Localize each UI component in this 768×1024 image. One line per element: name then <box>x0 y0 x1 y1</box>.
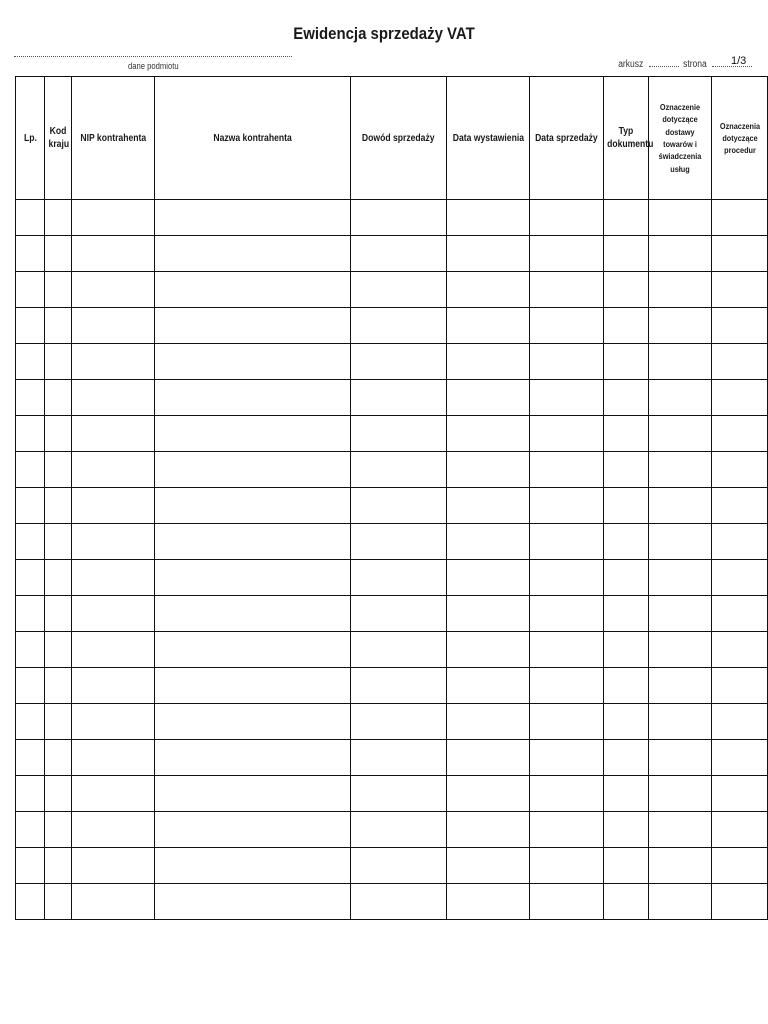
table-cell-nazwa <box>155 452 351 488</box>
table-cell-ozn_dostawy <box>649 380 712 416</box>
table-cell-kod_kraju <box>45 560 72 596</box>
table-cell-kod_kraju <box>45 488 72 524</box>
table-cell-ozn_dostawy <box>649 524 712 560</box>
table-row <box>16 812 768 848</box>
table-cell-nip <box>71 236 154 272</box>
page-label: strona <box>683 59 708 70</box>
table-cell-lp <box>16 488 45 524</box>
table-cell-dowod <box>350 704 446 740</box>
table-cell-dowod <box>350 812 446 848</box>
table-cell-lp <box>16 344 45 380</box>
table-cell-data_wyst <box>446 668 530 704</box>
table-cell-dowod <box>350 524 446 560</box>
table-cell-kod_kraju <box>45 416 72 452</box>
table-cell-ozn_dostawy <box>649 452 712 488</box>
table-cell-lp <box>16 452 45 488</box>
table-row <box>16 380 768 416</box>
table-cell-nazwa <box>155 560 351 596</box>
table-cell-nip <box>71 884 154 920</box>
table-cell-nip <box>71 668 154 704</box>
table-cell-nip <box>71 272 154 308</box>
table-cell-ozn_procedur <box>712 848 768 884</box>
table-cell-typ_dok <box>604 308 649 344</box>
table-row <box>16 236 768 272</box>
table-cell-data_sprz <box>530 344 604 380</box>
table-cell-kod_kraju <box>45 380 72 416</box>
table-cell-ozn_dostawy <box>649 560 712 596</box>
table-row <box>16 308 768 344</box>
table-cell-lp <box>16 596 45 632</box>
table-cell-nazwa <box>155 308 351 344</box>
table-cell-kod_kraju <box>45 344 72 380</box>
table-cell-nip <box>71 632 154 668</box>
table-cell-ozn_dostawy <box>649 812 712 848</box>
table-cell-data_wyst <box>446 200 530 236</box>
table-cell-nazwa <box>155 236 351 272</box>
sheet-number-line <box>649 58 679 67</box>
table-cell-ozn_procedur <box>712 560 768 596</box>
column-header-nip: NIP kontrahenta <box>71 77 154 200</box>
table-cell-data_wyst <box>446 776 530 812</box>
column-header-procedure-designation: Oznaczenia dotyczące procedur <box>712 77 768 200</box>
table-cell-nazwa <box>155 776 351 812</box>
table-cell-ozn_dostawy <box>649 236 712 272</box>
table-cell-kod_kraju <box>45 308 72 344</box>
table-cell-data_sprz <box>530 848 604 884</box>
table-cell-data_wyst <box>446 848 530 884</box>
table-cell-dowod <box>350 632 446 668</box>
table-cell-nip <box>71 560 154 596</box>
table-cell-lp <box>16 236 45 272</box>
table-cell-typ_dok <box>604 236 649 272</box>
table-cell-ozn_dostawy <box>649 884 712 920</box>
table-cell-ozn_dostawy <box>649 776 712 812</box>
table-cell-nazwa <box>155 812 351 848</box>
table-row <box>16 560 768 596</box>
table-cell-data_sprz <box>530 812 604 848</box>
table-cell-lp <box>16 416 45 452</box>
table-row <box>16 632 768 668</box>
table-cell-kod_kraju <box>45 884 72 920</box>
table-cell-ozn_dostawy <box>649 200 712 236</box>
table-cell-nazwa <box>155 380 351 416</box>
table-cell-dowod <box>350 344 446 380</box>
table-cell-typ_dok <box>604 416 649 452</box>
table-cell-typ_dok <box>604 632 649 668</box>
table-cell-kod_kraju <box>45 668 72 704</box>
table-cell-ozn_procedur <box>712 488 768 524</box>
table-cell-ozn_procedur <box>712 632 768 668</box>
table-cell-ozn_dostawy <box>649 488 712 524</box>
table-cell-dowod <box>350 848 446 884</box>
table-cell-nazwa <box>155 488 351 524</box>
table-cell-data_sprz <box>530 452 604 488</box>
table-cell-kod_kraju <box>45 452 72 488</box>
table-cell-kod_kraju <box>45 704 72 740</box>
table-cell-ozn_procedur <box>712 236 768 272</box>
table-cell-data_wyst <box>446 236 530 272</box>
table-cell-kod_kraju <box>45 632 72 668</box>
table-cell-kod_kraju <box>45 740 72 776</box>
page-number: 1/3 <box>731 55 747 67</box>
table-cell-kod_kraju <box>45 200 72 236</box>
table-cell-data_wyst <box>446 272 530 308</box>
table-cell-lp <box>16 776 45 812</box>
table-cell-data_wyst <box>446 488 530 524</box>
table-cell-nazwa <box>155 848 351 884</box>
table-header-row <box>16 77 768 200</box>
table-cell-nazwa <box>155 740 351 776</box>
table-cell-ozn_procedur <box>712 452 768 488</box>
column-header-country-code: Kod kraju <box>45 77 72 200</box>
table-cell-lp <box>16 560 45 596</box>
table-cell-dowod <box>350 560 446 596</box>
table-cell-typ_dok <box>604 200 649 236</box>
table-row <box>16 596 768 632</box>
table-cell-ozn_procedur <box>712 668 768 704</box>
table-cell-typ_dok <box>604 668 649 704</box>
table-cell-data_sprz <box>530 596 604 632</box>
table-cell-ozn_procedur <box>712 704 768 740</box>
table-cell-data_sprz <box>530 380 604 416</box>
table-cell-data_sprz <box>530 272 604 308</box>
table-cell-nip <box>71 812 154 848</box>
table-cell-typ_dok <box>604 524 649 560</box>
table-cell-typ_dok <box>604 560 649 596</box>
document-title: Ewidencja sprzedaży VAT <box>293 24 475 43</box>
table-cell-typ_dok <box>604 884 649 920</box>
table-row <box>16 668 768 704</box>
table-cell-nazwa <box>155 596 351 632</box>
table-cell-nazwa <box>155 200 351 236</box>
table-cell-data_wyst <box>446 632 530 668</box>
table-row <box>16 776 768 812</box>
table-cell-ozn_procedur <box>712 740 768 776</box>
table-cell-ozn_procedur <box>712 344 768 380</box>
table-cell-data_wyst <box>446 344 530 380</box>
table-cell-typ_dok <box>604 452 649 488</box>
table-cell-data_wyst <box>446 524 530 560</box>
table-cell-nip <box>71 200 154 236</box>
table-cell-ozn_dostawy <box>649 668 712 704</box>
table-row <box>16 200 768 236</box>
table-cell-data_sprz <box>530 668 604 704</box>
table-cell-nip <box>71 596 154 632</box>
table-cell-lp <box>16 668 45 704</box>
table-cell-ozn_dostawy <box>649 848 712 884</box>
table-cell-ozn_dostawy <box>649 704 712 740</box>
table-cell-dowod <box>350 668 446 704</box>
table-cell-ozn_procedur <box>712 272 768 308</box>
table-cell-dowod <box>350 740 446 776</box>
table-row <box>16 452 768 488</box>
table-cell-data_sprz <box>530 560 604 596</box>
column-header-lp: Lp. <box>16 77 45 200</box>
table-cell-data_sprz <box>530 740 604 776</box>
table-cell-dowod <box>350 776 446 812</box>
table-cell-data_wyst <box>446 812 530 848</box>
table-cell-data_wyst <box>446 560 530 596</box>
table-cell-nazwa <box>155 668 351 704</box>
table-cell-data_wyst <box>446 380 530 416</box>
table-cell-nip <box>71 488 154 524</box>
table-cell-nip <box>71 380 154 416</box>
table-cell-nazwa <box>155 884 351 920</box>
table-cell-nazwa <box>155 344 351 380</box>
table-cell-dowod <box>350 452 446 488</box>
table-cell-nazwa <box>155 632 351 668</box>
table-cell-nip <box>71 740 154 776</box>
table-row <box>16 272 768 308</box>
table-cell-kod_kraju <box>45 236 72 272</box>
column-header-sales-proof: Dowód sprzedaży <box>350 77 446 200</box>
table-cell-dowod <box>350 884 446 920</box>
table-cell-data_sprz <box>530 416 604 452</box>
table-row <box>16 344 768 380</box>
table-cell-nip <box>71 704 154 740</box>
table-cell-data_sprz <box>530 884 604 920</box>
table-cell-ozn_dostawy <box>649 308 712 344</box>
table-cell-dowod <box>350 416 446 452</box>
table-cell-ozn_procedur <box>712 812 768 848</box>
table-cell-kod_kraju <box>45 848 72 884</box>
table-cell-data_sprz <box>530 236 604 272</box>
table-row <box>16 740 768 776</box>
table-cell-ozn_procedur <box>712 776 768 812</box>
table-cell-kod_kraju <box>45 524 72 560</box>
table-cell-ozn_dostawy <box>649 272 712 308</box>
sales-register-table <box>15 76 768 920</box>
table-cell-typ_dok <box>604 740 649 776</box>
table-cell-ozn_dostawy <box>649 344 712 380</box>
table-cell-nazwa <box>155 704 351 740</box>
table-cell-dowod <box>350 488 446 524</box>
table-cell-data_wyst <box>446 740 530 776</box>
table-cell-nip <box>71 524 154 560</box>
table-cell-data_wyst <box>446 308 530 344</box>
table-cell-typ_dok <box>604 848 649 884</box>
table-cell-nazwa <box>155 272 351 308</box>
table-cell-nip <box>71 344 154 380</box>
table-row <box>16 884 768 920</box>
table-cell-typ_dok <box>604 596 649 632</box>
column-header-supply-designation: Oznaczenie dotyczące dostawy towarów i świadczenia usług <box>649 77 712 200</box>
table-cell-kod_kraju <box>45 272 72 308</box>
table-cell-nip <box>71 308 154 344</box>
table-cell-dowod <box>350 272 446 308</box>
table-cell-data_sprz <box>530 488 604 524</box>
table-cell-dowod <box>350 596 446 632</box>
table-cell-nip <box>71 776 154 812</box>
table-cell-ozn_dostawy <box>649 416 712 452</box>
table-cell-ozn_dostawy <box>649 596 712 632</box>
table-cell-ozn_procedur <box>712 884 768 920</box>
table-row <box>16 488 768 524</box>
table-cell-lp <box>16 740 45 776</box>
table-cell-data_wyst <box>446 452 530 488</box>
table-cell-dowod <box>350 308 446 344</box>
entity-data-label: dane podmiotu <box>128 61 179 71</box>
table-cell-data_wyst <box>446 596 530 632</box>
table-cell-nip <box>71 452 154 488</box>
column-header-issue-date: Data wystawienia <box>446 77 530 200</box>
table-cell-ozn_procedur <box>712 380 768 416</box>
table-cell-lp <box>16 200 45 236</box>
table-cell-typ_dok <box>604 380 649 416</box>
table-cell-lp <box>16 812 45 848</box>
table-cell-data_sprz <box>530 704 604 740</box>
table-cell-typ_dok <box>604 488 649 524</box>
table-cell-ozn_procedur <box>712 524 768 560</box>
table-cell-kod_kraju <box>45 596 72 632</box>
table-cell-lp <box>16 632 45 668</box>
table-cell-ozn_procedur <box>712 596 768 632</box>
table-cell-lp <box>16 308 45 344</box>
table-cell-data_sprz <box>530 524 604 560</box>
table-cell-ozn_procedur <box>712 308 768 344</box>
table-cell-nip <box>71 848 154 884</box>
table-cell-ozn_dostawy <box>649 740 712 776</box>
table-row <box>16 848 768 884</box>
table-body <box>16 200 768 920</box>
table-cell-lp <box>16 272 45 308</box>
table-row <box>16 704 768 740</box>
table-cell-data_sprz <box>530 776 604 812</box>
table-row <box>16 416 768 452</box>
table-cell-dowod <box>350 200 446 236</box>
table-cell-data_wyst <box>446 704 530 740</box>
table-cell-dowod <box>350 236 446 272</box>
table-cell-lp <box>16 380 45 416</box>
table-cell-kod_kraju <box>45 812 72 848</box>
table-cell-typ_dok <box>604 272 649 308</box>
table-cell-data_sprz <box>530 632 604 668</box>
table-cell-lp <box>16 524 45 560</box>
table-cell-lp <box>16 704 45 740</box>
entity-data-line <box>14 50 292 57</box>
column-header-document-type: Typ dokumentu <box>604 77 649 200</box>
table-cell-nip <box>71 416 154 452</box>
table-cell-typ_dok <box>604 704 649 740</box>
table-cell-dowod <box>350 380 446 416</box>
table-cell-lp <box>16 884 45 920</box>
table-cell-data_wyst <box>446 884 530 920</box>
table-cell-data_sprz <box>530 308 604 344</box>
table-row <box>16 524 768 560</box>
table-cell-ozn_dostawy <box>649 632 712 668</box>
column-header-sale-date: Data sprzedaży <box>530 77 604 200</box>
table-cell-ozn_procedur <box>712 200 768 236</box>
table-cell-data_wyst <box>446 416 530 452</box>
table-cell-lp <box>16 848 45 884</box>
table-cell-nazwa <box>155 524 351 560</box>
table-cell-data_sprz <box>530 200 604 236</box>
table-cell-kod_kraju <box>45 776 72 812</box>
table-cell-typ_dok <box>604 344 649 380</box>
table-cell-nazwa <box>155 416 351 452</box>
column-header-contractor-name: Nazwa kontrahenta <box>155 77 351 200</box>
table-cell-typ_dok <box>604 812 649 848</box>
table-cell-ozn_procedur <box>712 416 768 452</box>
table-cell-typ_dok <box>604 776 649 812</box>
sheet-label: arkusz <box>618 59 644 70</box>
